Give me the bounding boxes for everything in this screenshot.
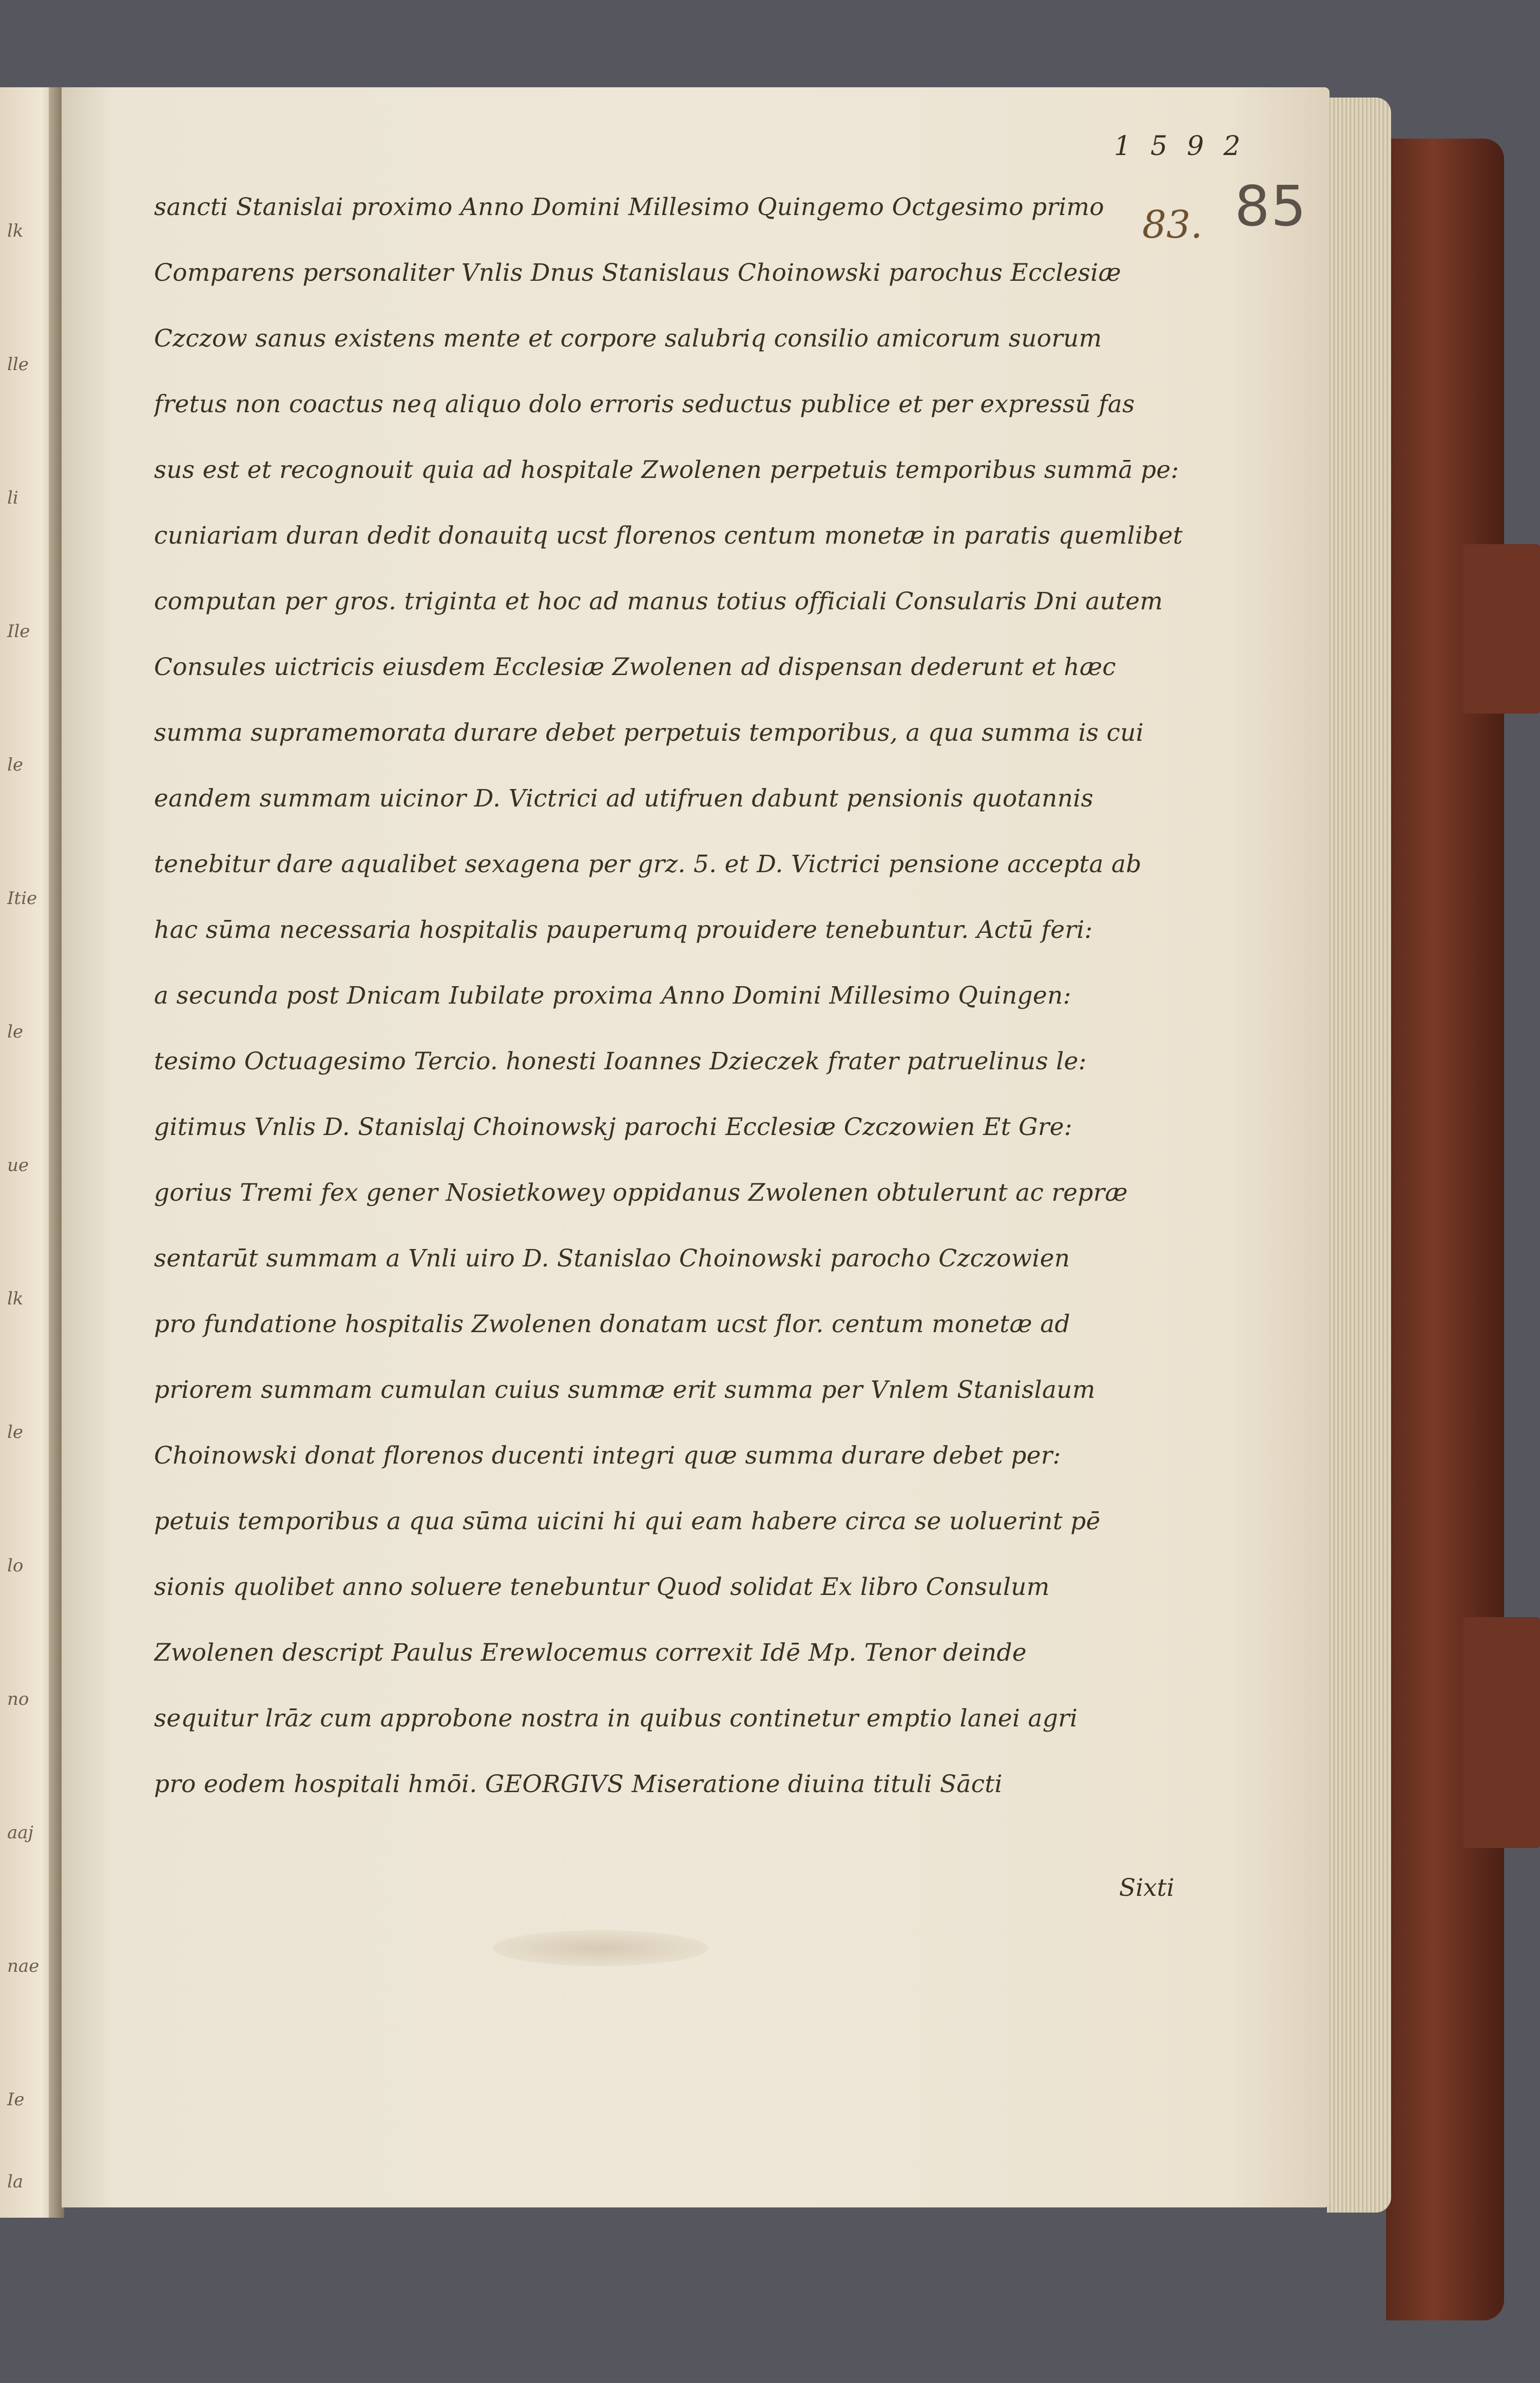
left-margin-fragment: la (7, 2171, 24, 2192)
left-margin-fragment: aaj (7, 1822, 34, 1843)
manuscript-line: summa supramemorata durare debet perpetuis temporibus, a qua summa is cui (154, 719, 1144, 747)
manuscript-line: cuniariam duran dedit donauitq ucst florenos centum monetæ in paratis quemlibet (154, 522, 1183, 550)
clasp-lower (1463, 1617, 1540, 1848)
manuscript-line: gorius Tremi fex gener Nosietkowey oppidanus Zwolenen obtulerunt ac repræ (154, 1179, 1128, 1207)
manuscript-line: gitimus Vnlis D. Stanislaj Choinowskj parochi Ecclesiæ Czczowien Et Gre: (154, 1113, 1073, 1141)
manuscript-line: pro eodem hospitali hmōi. GEORGIVS Miseratione diuina tituli Sācti (154, 1770, 1003, 1798)
year-annotation: 1592 (1114, 131, 1260, 162)
manuscript-line: sentarūt summam a Vnli uiro D. Stanislao Choinowski parocho Czczowien (154, 1244, 1070, 1273)
manuscript-line: sequitur lrāz cum approbone nostra in quibus continetur emptio lanei agri (154, 1704, 1078, 1733)
manuscript-line: Choinowski donat florenos ducenti integri quæ summa durare debet per: (154, 1442, 1061, 1470)
folio-number-old: 83. (1142, 203, 1203, 247)
catchword: Sixti (1119, 1874, 1175, 1902)
manuscript-line: tesimo Octuagesimo Tercio. honesti Ioannes Dzieczek frater patruelinus le: (154, 1047, 1087, 1075)
manuscript-line: priorem summam cumulan cuius summæ erit summa per Vnlem Stanislaum (154, 1376, 1095, 1404)
page-block-edge (1327, 98, 1391, 2213)
left-margin-fragment: lk (7, 1289, 24, 1309)
left-margin-fragment: Itie (7, 888, 37, 909)
left-margin-fragment: le (7, 1022, 23, 1042)
folio-number-pencil: 85 (1235, 175, 1307, 239)
ink-stain (493, 1930, 708, 1966)
left-margin-fragment: le (7, 1422, 23, 1443)
manuscript-line: tenebitur dare aqualibet sexagena per grz. 5. et D. Victrici pensione accepta ab (154, 850, 1142, 878)
manuscript-line: computan per gros. triginta et hoc ad manus totius officiali Consularis Dni autem (154, 587, 1163, 616)
manuscript-line: sancti Stanislai proximo Anno Domini Millesimo Quingemo Octgesimo primo (154, 193, 1105, 221)
left-margin-fragment: nae (7, 1956, 40, 1976)
left-margin-fragment: lo (7, 1555, 24, 1576)
left-margin-fragment: le (7, 755, 23, 775)
manuscript-line: fretus non coactus neq aliquo dolo erroris seductus publice et per expressū fas (154, 390, 1135, 418)
left-margin-fragment: Ile (7, 621, 30, 642)
manuscript-text (154, 175, 1191, 1817)
manuscript-line: Comparens personaliter Vnlis Dnus Stanislaus Choinowski parochus Ecclesiæ (154, 259, 1122, 287)
manuscript-line: sus est et recognouit quia ad hospitale Zwolenen perpetuis temporibus summā pe: (154, 456, 1179, 484)
manuscript-line: hac sūma necessaria hospitalis pauperumq prouidere tenebuntur. Actū feri: (154, 916, 1093, 944)
book-cover (1386, 139, 1504, 2320)
manuscript-line: eandem summam uicinor D. Victrici ad utifruen dabunt pensionis quotannis (154, 784, 1094, 813)
left-margin-fragment: lle (7, 354, 29, 375)
manuscript-line: pro fundatione hospitalis Zwolenen donatam ucst flor. centum monetæ ad (154, 1310, 1070, 1338)
left-margin-fragment: li (7, 488, 18, 508)
manuscript-line: petuis temporibus a qua sūma uicini hi qui eam habere circa se uoluerint pē (154, 1507, 1101, 1535)
clasp-upper (1463, 544, 1540, 714)
manuscript-line: Zwolenen descript Paulus Erewlocemus correxit Idē Mp. Tenor deinde (154, 1639, 1027, 1667)
left-margin-fragment: no (7, 1689, 29, 1709)
left-margin-fragment: ue (7, 1155, 29, 1176)
manuscript-line: Consules uictricis eiusdem Ecclesiæ Zwolenen ad dispensan dederunt et hæc (154, 653, 1116, 681)
left-margin-fragment: lk (7, 221, 24, 241)
left-margin-fragment: Ie (7, 2089, 25, 2110)
manuscript-line: a secunda post Dnicam Iubilate proxima Anno Domini Millesimo Quingen: (154, 982, 1071, 1010)
manuscript-line: sionis quolibet anno soluere tenebuntur Quod solidat Ex libro Consulum (154, 1573, 1050, 1601)
manuscript-line: Czczow sanus existens mente et corpore salubriq consilio amicorum suorum (154, 324, 1102, 353)
